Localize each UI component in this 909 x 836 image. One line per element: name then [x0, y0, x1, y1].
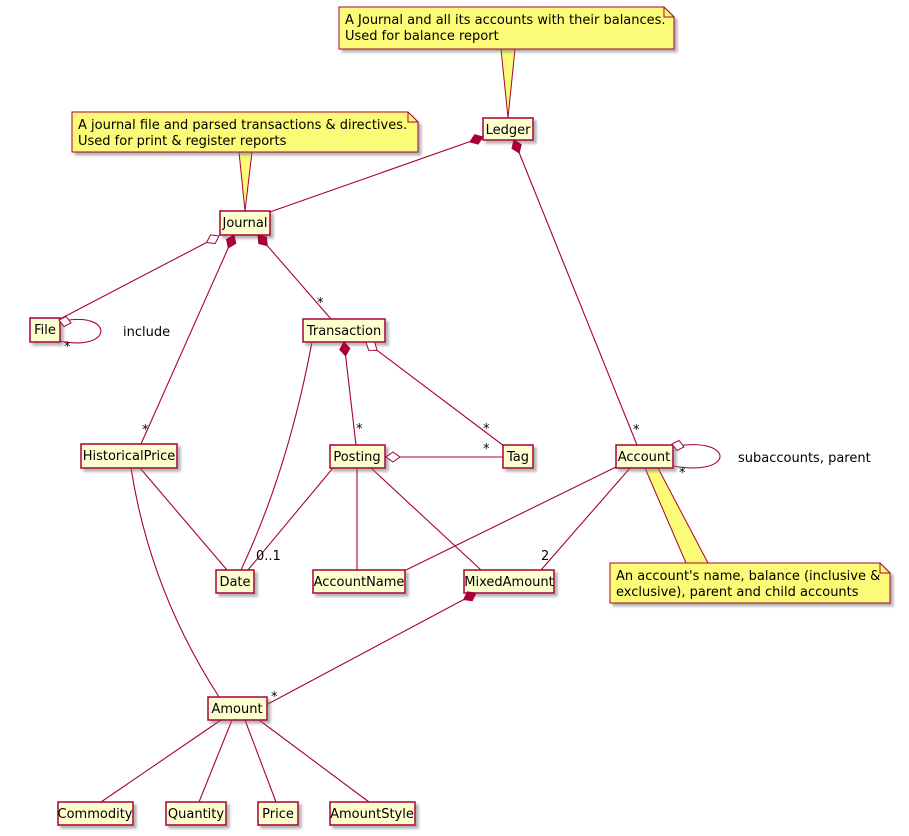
- multiplicity-star-ledger-account: *: [633, 423, 640, 438]
- note-connector-journal: [239, 152, 252, 211]
- multiplicity-star-journal-historicalprice: *: [142, 423, 149, 438]
- edge-labels: [64, 296, 871, 705]
- class-label: Ledger: [485, 123, 531, 138]
- note-ledger: [339, 7, 674, 49]
- note-text: A Journal and all its accounts with their balances.: [345, 13, 666, 28]
- class-mixedamount: [464, 570, 554, 593]
- class-label: Amount: [211, 702, 263, 717]
- note-account: [610, 563, 890, 603]
- class-label: AccountName: [313, 575, 405, 590]
- multiplicity-label-posting-date: 0..1: [256, 549, 281, 564]
- class-label: Price: [262, 807, 294, 822]
- multiplicity-star-account-subaccounts: *: [679, 466, 686, 481]
- multiplicity-star-transaction-posting: *: [356, 422, 363, 437]
- relationship-edges: [60, 137, 720, 802]
- edge-account-mixedamount: [541, 468, 630, 570]
- composition-diamond-icon: [470, 135, 483, 144]
- class-account: [616, 445, 673, 468]
- class-label: Quantity: [167, 807, 225, 822]
- class-price: [258, 802, 298, 825]
- class-accountname: [313, 570, 405, 593]
- class-date: [216, 570, 254, 593]
- class-ledger: [483, 118, 533, 140]
- note-text: Used for print & register reports: [78, 134, 287, 149]
- aggregation-diamond-icon: [672, 441, 684, 451]
- class-amountstyle: [330, 802, 415, 825]
- class-label: Date: [219, 575, 251, 590]
- multiplicity-star-mixedamount-amount: *: [271, 690, 278, 705]
- composition-diamond-icon: [227, 235, 236, 248]
- class-label: Posting: [333, 450, 381, 465]
- uml-diamonds: [59, 135, 684, 601]
- class-label: Commodity: [57, 807, 133, 822]
- edge-label-include: include: [123, 325, 171, 340]
- edge-amount-price: [245, 720, 276, 802]
- composition-diamond-icon: [512, 140, 521, 153]
- edge-posting-mixedamount: [371, 468, 481, 570]
- class-file: [30, 318, 60, 342]
- class-posting: [330, 445, 385, 468]
- note-connector-account: [645, 468, 708, 563]
- class-label: HistoricalPrice: [82, 449, 176, 464]
- class-label: Account: [617, 450, 671, 465]
- class-transaction: [303, 319, 385, 342]
- multiplicity-star-transaction-tag: *: [483, 422, 490, 437]
- multiplicity-star-posting-tag: *: [483, 442, 490, 457]
- aggregation-diamond-icon: [386, 452, 400, 462]
- edge-ledger-account: [514, 140, 637, 445]
- class-quantity: [166, 802, 226, 825]
- aggregation-diamond-icon: [366, 342, 377, 350]
- multiplicity-star-file-include: *: [64, 340, 71, 355]
- aggregation-diamond-icon: [207, 235, 219, 244]
- class-journal: [220, 211, 270, 235]
- class-label: Journal: [222, 216, 268, 231]
- note-text: exclusive), parent and child accounts: [616, 585, 859, 600]
- class-nodes: [30, 118, 673, 825]
- class-historicalprice: [81, 444, 177, 468]
- class-label: Tag: [506, 450, 530, 465]
- edge-account-accountname: [404, 467, 616, 571]
- edge-mixedamount-amount: [266, 593, 476, 705]
- edge-amount-amountstyle: [259, 720, 369, 802]
- note-text: Used for balance report: [345, 29, 499, 44]
- composition-diamond-icon: [258, 235, 267, 246]
- notes: [72, 7, 890, 603]
- class-tag: [503, 445, 533, 468]
- edge-transaction-posting: [344, 342, 356, 445]
- edge-historicalprice-amount: [131, 468, 219, 697]
- multiplicity-label-account-mixedamount: 2: [541, 549, 550, 564]
- edge-label-subaccounts-parent: subaccounts, parent: [738, 451, 871, 466]
- class-commodity: [58, 802, 133, 825]
- class-label: MixedAmount: [464, 575, 554, 590]
- class-label: Transaction: [306, 324, 382, 339]
- class-label: AmountStyle: [330, 807, 414, 822]
- multiplicity-star-journal-transaction: *: [317, 296, 324, 311]
- edge-journal-file: [60, 236, 219, 319]
- note-connector-ledger: [501, 49, 515, 118]
- note-journal: [72, 112, 418, 152]
- composition-diamond-icon: [340, 342, 350, 356]
- class-amount: [208, 697, 267, 720]
- note-text: An account's name, balance (inclusive &: [616, 569, 881, 584]
- edge-historicalprice-date: [140, 468, 227, 570]
- note-text: A journal file and parsed transactions & directives.: [78, 118, 408, 133]
- class-label: File: [34, 323, 56, 338]
- edge-amount-commodity: [101, 720, 221, 802]
